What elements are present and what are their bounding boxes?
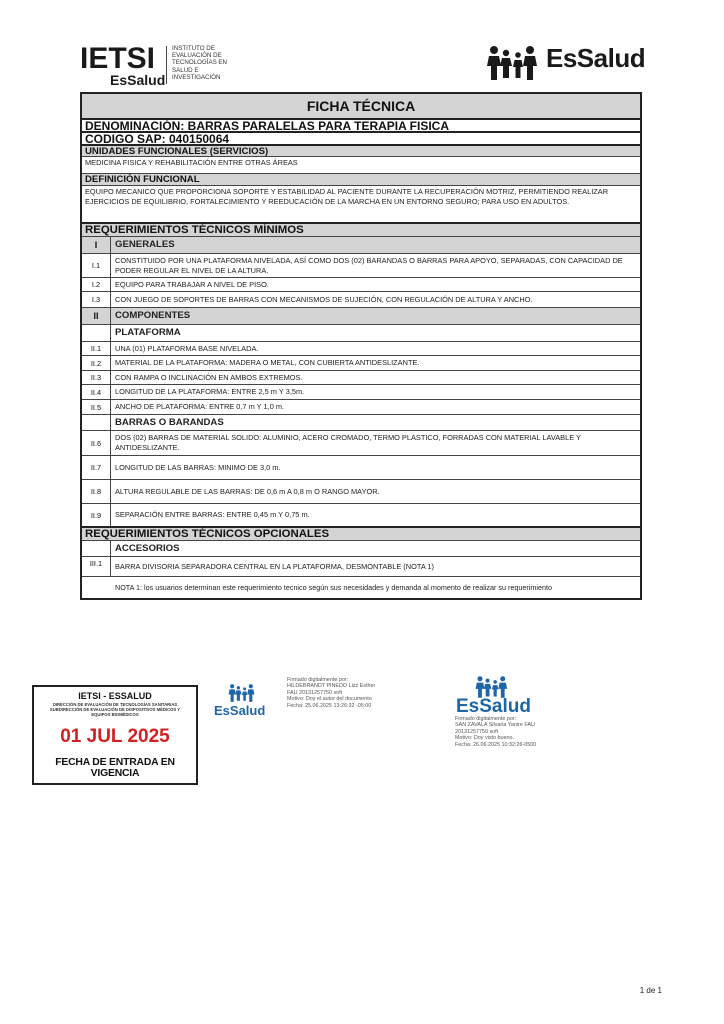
ietsi-institute-name: INSTITUTO DE EVALUACIÓN DE TECNOLOGÍAS EN SALUD E INVESTIGACIÓN: [172, 45, 228, 81]
codigo-text: CODIGO SAP: 040150064: [85, 131, 230, 146]
definicion-text: EQUIPO MECANICO QUE PROPORCIONA SOPORTE Y ESTABILIDAD AL PACIENTE DURANTE LA RECUPERACIÓN MOTRIZ, PERMITIENDO REALIZAR EJERCICIOS DE EQUILIBRIO, FORTALECIMIENTO Y REEDUCACIÓN DE LA MARCHA EN UN ENTORNO SEGURO; PARA USO EN ADULTOS.: [85, 187, 609, 206]
generales-heading: [82, 236, 640, 253]
item-number: II.1: [82, 342, 111, 355]
table-row: [82, 556, 640, 576]
unidades-text: MEDICINA FISICA Y REHABILITACIÓN ENTRE OTRAS ÁREAS: [85, 158, 298, 167]
plataforma-label: PLATAFORMA: [115, 327, 181, 338]
item-number: II.5: [82, 400, 111, 414]
digital-signature-1: [287, 677, 437, 709]
stamp-dept: DIRECCIÓN DE EVALUACIÓN DE TECNOLOGÍAS SANITARIAS SUBDIRECCIÓN DE EVALUACIÓN DE DISPOSITIVOS MÉDICOS Y EQUIPOS BIOMÉDICOS: [49, 702, 181, 717]
table-row: [82, 479, 640, 503]
denominacion-row: [82, 118, 640, 131]
digital-signature-2: [455, 716, 595, 748]
table-row: [82, 430, 640, 455]
item-text: ALTURA REGULABLE DE LAS BARRAS: DE 0,6 m A 0,8 m O RANGO MAYOR.: [115, 486, 380, 496]
signature-line: SAN ZAVALA Silvana Yanire FAU: [455, 722, 535, 729]
ietsi-logo-subtext: EsSalud: [110, 72, 166, 88]
item-text: CON JUEGO DE SOPORTES DE BARRAS CON MECANISMOS DE SUJECIÓN, CON REGULACIÓN DE ALTURA Y ANCHO.: [115, 294, 533, 304]
ietsi-logo-text: IETSI: [80, 42, 156, 75]
item-number: II.3: [82, 371, 111, 384]
signature-line: Motivo: Doy el autor del documento: [287, 696, 372, 703]
item-number: III.1: [82, 557, 111, 576]
item-text: BARRA DIVISORIA SEPARADORA CENTRAL EN LA PLATAFORMA, DESMONTABLE (NOTA 1): [115, 561, 434, 571]
sheet-title: FICHA TÉCNICA: [82, 94, 640, 118]
item-number: I.3: [82, 292, 111, 307]
signature-line: Firmado digitalmente por:: [455, 716, 517, 722]
table-row: [82, 277, 640, 291]
codigo-row: [82, 131, 640, 144]
generales-label: GENERALES: [115, 239, 175, 250]
table-row: [82, 291, 640, 307]
essalud-logo: [486, 43, 646, 84]
item-text: UNA (01) PLATAFORMA BASE NIVELADA.: [115, 343, 259, 353]
nota-row: [82, 576, 640, 598]
table-row: [82, 503, 640, 526]
item-number: II.7: [82, 456, 111, 479]
opcionales-heading: [82, 526, 640, 540]
stamp-label: FECHA DE ENTRADA EN VIGENCIA: [55, 757, 175, 779]
item-number: II.9: [82, 504, 111, 526]
logo-divider: [166, 46, 167, 84]
item-number: II.2: [82, 356, 111, 370]
signature-line: FAU 20131257750 soft: [287, 689, 343, 696]
item-text: DOS (02) BARRAS DE MATERIAL SOLIDO: ALUMINIO, ACERO CROMADO, TERMO PLASTICO, FORRADAS CON MATERIAL LAVABLE Y ANTIDESLIZANTE.: [115, 433, 581, 452]
item-text: ANCHO DE PLATAFORMA: ENTRE 0,7 m Y 1,0 m.: [115, 402, 285, 411]
item-text: MATERIAL DE LA PLATAFORMA: MADERA O METAL, CON CUBIERTA ANTIDESLIZANTE.: [115, 358, 420, 367]
generales-number: I: [82, 237, 111, 253]
technical-sheet: [80, 92, 642, 600]
table-row: [82, 399, 640, 414]
table-row: [82, 455, 640, 479]
stamp-date: 01 JUL 2025: [60, 726, 170, 747]
table-row: [82, 253, 640, 277]
validity-stamp: [32, 685, 198, 785]
definicion-row: [82, 185, 640, 222]
item-number: II.8: [82, 480, 111, 503]
family-figures-icon: [228, 683, 256, 703]
signature-line: Fecha: 25.06.2025 13:26:32 -05:00: [287, 702, 372, 709]
family-figures-icon: [486, 44, 540, 82]
item-number: II.4: [82, 385, 111, 399]
item-text: LONGITUD DE LAS BARRAS: MINIMO DE 3,0 m.: [115, 462, 281, 472]
signature-line: 20131257750 soft: [455, 728, 499, 735]
item-number: I.2: [82, 278, 111, 291]
table-row: [82, 370, 640, 384]
definicion-heading: [82, 173, 640, 185]
barras-label: BARRAS O BARANDAS: [115, 416, 224, 428]
essalud-logo-text: EsSalud: [546, 43, 646, 73]
signature-logo-text: EsSalud: [214, 703, 266, 718]
table-row: [82, 341, 640, 355]
signature-line: HILDEBRANDT PINEDO Lizz Esther: [287, 683, 376, 690]
item-text: CON RAMPA O INCLINACIÓN EN AMBOS EXTREMOS.: [115, 372, 303, 382]
barras-heading: [82, 414, 640, 430]
definicion-heading-text: DEFINICIÓN FUNCIONAL: [85, 174, 200, 185]
unidades-heading: [82, 144, 640, 156]
accesorios-heading: [82, 540, 640, 556]
signature-line: Fecha: 26.06.2025 10:32:26-0500: [455, 741, 537, 748]
item-text: CONSTITUIDO POR UNA PLATAFORMA NIVELADA, ASÍ COMO DOS (02) BARANDAS O BARRAS PARA APOYO, SEPARADAS, CON CAPACIDAD DE PODER REGULAR EL NIVEL DE LA ALTURA.: [115, 255, 623, 275]
unidades-row: [82, 156, 640, 173]
item-text: LONGITUD DE LA PLATAFORMA: ENTRE 2,5 m Y 3,5m.: [115, 387, 305, 396]
signature-line: Firmado digitalmente por:: [287, 677, 349, 683]
stamp-org: IETSI - ESSALUD: [78, 691, 152, 701]
componentes-label: COMPONENTES: [115, 310, 191, 321]
unidades-heading-text: UNIDADES FUNCIONALES (SERVICIOS): [85, 145, 269, 157]
ietsi-logo: [80, 44, 230, 86]
accesorios-label: ACCESORIOS: [115, 542, 180, 554]
item-number: II.6: [82, 431, 111, 455]
page-number: 1 de 1: [639, 986, 662, 995]
nota-text: NOTA 1: los usuarios determinan este requerimiento tecnico según sus necesidades y demanda al momento de realizar su requerimiento: [115, 582, 552, 592]
signature-logo-text: EsSalud: [456, 696, 531, 717]
item-text: EQUIPO PARA TRABAJAR A NIVEL DE PISO.: [115, 279, 269, 289]
minimos-heading-text: REQUERIMIENTOS TÉCNICOS MÍNIMOS: [85, 224, 304, 236]
componentes-heading: [82, 307, 640, 324]
item-text: SEPARACIÓN ENTRE BARRAS: ENTRE 0,45 m Y 0,75 m.: [115, 510, 310, 519]
table-row: [82, 384, 640, 399]
signature-line: Motivo: Doy visto bueno.: [455, 735, 515, 742]
componentes-number: II: [82, 308, 111, 324]
signature-logo-2: [456, 675, 532, 719]
item-number: I.1: [82, 254, 111, 277]
opcionales-heading-text: REQUERIMIENTOS TÉCNICOS OPCIONALES: [85, 528, 330, 540]
minimos-heading: [82, 222, 640, 236]
denominacion-text: DENOMINACIÓN: BARRAS PARALELAS PARA TERAPIA FISICA: [85, 118, 450, 133]
signature-logo-1: [214, 683, 272, 719]
plataforma-heading: [82, 324, 640, 341]
table-row: [82, 355, 640, 370]
